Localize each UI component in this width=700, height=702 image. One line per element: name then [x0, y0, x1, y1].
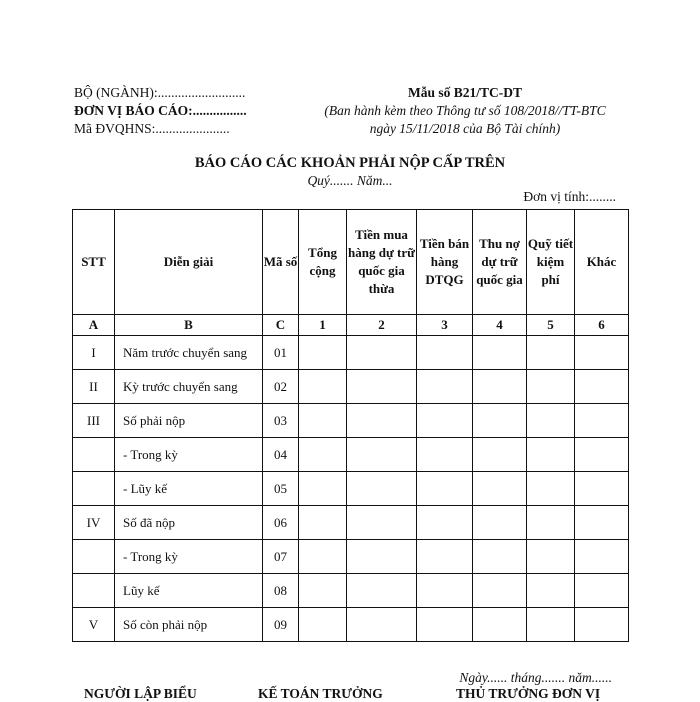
row-stt: III	[73, 404, 115, 438]
row-amount-cell	[417, 370, 473, 404]
header-left	[74, 84, 247, 138]
col-header-reserve-surplus: Tiền mua hàng dự trữ quốc gia thừa	[347, 210, 417, 315]
col-header-other: Khác	[575, 210, 629, 315]
report-table	[72, 209, 629, 642]
row-amount-cell	[347, 506, 417, 540]
col-header-total: Tổng cộng	[299, 210, 347, 315]
row-code: 04	[263, 438, 299, 472]
table-row	[73, 574, 629, 608]
row-amount-cell	[473, 540, 527, 574]
row-code: 05	[263, 472, 299, 506]
row-amount-cell	[473, 472, 527, 506]
col-header-description: Diễn giải	[115, 210, 263, 315]
row-amount-cell	[527, 370, 575, 404]
row-code: 01	[263, 336, 299, 370]
row-code: 07	[263, 540, 299, 574]
row-amount-cell	[575, 574, 629, 608]
row-amount-cell	[299, 506, 347, 540]
row-description: Kỳ trước chuyển sang	[115, 370, 263, 404]
row-amount-cell	[347, 608, 417, 642]
table-row	[73, 608, 629, 642]
row-code: 06	[263, 506, 299, 540]
row-amount-cell	[473, 370, 527, 404]
row-description: Số còn phải nộp	[115, 608, 263, 642]
row-description: - Trong kỳ	[115, 438, 263, 472]
column-index: 3	[417, 315, 473, 336]
table-row	[73, 506, 629, 540]
row-code: 09	[263, 608, 299, 642]
header-row	[73, 210, 629, 315]
column-index: B	[115, 315, 263, 336]
row-amount-cell	[347, 574, 417, 608]
column-index: 4	[473, 315, 527, 336]
row-amount-cell	[417, 472, 473, 506]
currency-unit: Đơn vị tính:........	[523, 189, 616, 204]
issued-line-1: (Ban hành kèm theo Thông tư số 108/2018//TT-BTC	[324, 103, 606, 118]
row-stt: I	[73, 336, 115, 370]
row-amount-cell	[527, 336, 575, 370]
unit-code-line: Mã ĐVQHNS:......................	[74, 121, 230, 136]
row-amount-cell	[527, 506, 575, 540]
report-period: Quý....... Năm...	[307, 173, 393, 188]
row-code: 08	[263, 574, 299, 608]
row-amount-cell	[527, 404, 575, 438]
row-amount-cell	[347, 370, 417, 404]
column-index: 5	[527, 315, 575, 336]
column-index: 1	[299, 315, 347, 336]
row-code: 03	[263, 404, 299, 438]
table-row	[73, 472, 629, 506]
row-description: Số phải nộp	[115, 404, 263, 438]
table-row	[73, 404, 629, 438]
row-amount-cell	[417, 540, 473, 574]
row-amount-cell	[527, 574, 575, 608]
row-stt	[73, 574, 115, 608]
row-code: 02	[263, 370, 299, 404]
row-stt	[73, 472, 115, 506]
row-amount-cell	[527, 540, 575, 574]
form-number: Mẫu số B21/TC-DT	[407, 85, 522, 100]
col-header-reserve-sales: Tiền bán hàng DTQG	[417, 210, 473, 315]
row-description: Lũy kế	[115, 574, 263, 608]
column-index: C	[263, 315, 299, 336]
row-amount-cell	[417, 608, 473, 642]
row-amount-cell	[417, 574, 473, 608]
column-index-row	[73, 315, 629, 336]
head-of-unit-signature: THỦ TRƯỞNG ĐƠN VỊ	[456, 686, 601, 701]
row-amount-cell	[575, 540, 629, 574]
row-description: Năm trước chuyển sang	[115, 336, 263, 370]
signature-date: Ngày...... tháng....... năm......	[459, 670, 612, 685]
row-amount-cell	[299, 574, 347, 608]
row-amount-cell	[527, 438, 575, 472]
row-amount-cell	[347, 472, 417, 506]
row-amount-cell	[575, 438, 629, 472]
col-header-savings-fund: Quỹ tiết kiệm phí	[527, 210, 575, 315]
row-amount-cell	[473, 336, 527, 370]
ministry-line: BỘ (NGÀNH):..........................	[74, 85, 246, 100]
row-amount-cell	[575, 370, 629, 404]
report-title: BÁO CÁO CÁC KHOẢN PHẢI NỘP CẤP TRÊN	[194, 155, 506, 171]
row-stt	[73, 540, 115, 574]
row-amount-cell	[417, 438, 473, 472]
table-row	[73, 370, 629, 404]
row-description: Số đã nộp	[115, 506, 263, 540]
column-index: 2	[347, 315, 417, 336]
row-amount-cell	[347, 438, 417, 472]
row-amount-cell	[527, 608, 575, 642]
row-amount-cell	[299, 438, 347, 472]
issued-line-2: ngày 15/11/2018 của Bộ Tài chính)	[369, 121, 561, 136]
row-stt	[73, 438, 115, 472]
row-amount-cell	[473, 608, 527, 642]
row-stt: IV	[73, 506, 115, 540]
row-amount-cell	[299, 472, 347, 506]
row-amount-cell	[473, 506, 527, 540]
row-description: - Trong kỳ	[115, 540, 263, 574]
row-amount-cell	[473, 404, 527, 438]
row-amount-cell	[299, 540, 347, 574]
row-amount-cell	[347, 336, 417, 370]
reporting-unit-line: ĐƠN VỊ BÁO CÁO:................	[74, 103, 247, 118]
row-amount-cell	[575, 472, 629, 506]
header-right	[290, 84, 640, 138]
table-row	[73, 438, 629, 472]
row-amount-cell	[417, 336, 473, 370]
row-amount-cell	[575, 336, 629, 370]
row-amount-cell	[473, 574, 527, 608]
row-amount-cell	[299, 404, 347, 438]
chief-accountant-signature: KẾ TOÁN TRƯỞNG	[258, 686, 383, 701]
row-amount-cell	[347, 404, 417, 438]
table-row	[73, 336, 629, 370]
col-header-stt: STT	[73, 210, 115, 315]
preparer-signature: NGƯỜI LẬP BIỂU	[84, 686, 197, 701]
row-amount-cell	[417, 404, 473, 438]
col-header-debt-collection: Thu nợ dự trữ quốc gia	[473, 210, 527, 315]
row-amount-cell	[473, 438, 527, 472]
row-amount-cell	[575, 506, 629, 540]
row-stt: II	[73, 370, 115, 404]
table-row	[73, 540, 629, 574]
column-index: A	[73, 315, 115, 336]
row-amount-cell	[527, 472, 575, 506]
row-description: - Lũy kế	[115, 472, 263, 506]
row-amount-cell	[299, 608, 347, 642]
row-stt: V	[73, 608, 115, 642]
row-amount-cell	[417, 506, 473, 540]
row-amount-cell	[299, 370, 347, 404]
row-amount-cell	[299, 336, 347, 370]
column-index: 6	[575, 315, 629, 336]
row-amount-cell	[575, 608, 629, 642]
row-amount-cell	[347, 540, 417, 574]
row-amount-cell	[575, 404, 629, 438]
col-header-code: Mã số	[263, 210, 299, 315]
